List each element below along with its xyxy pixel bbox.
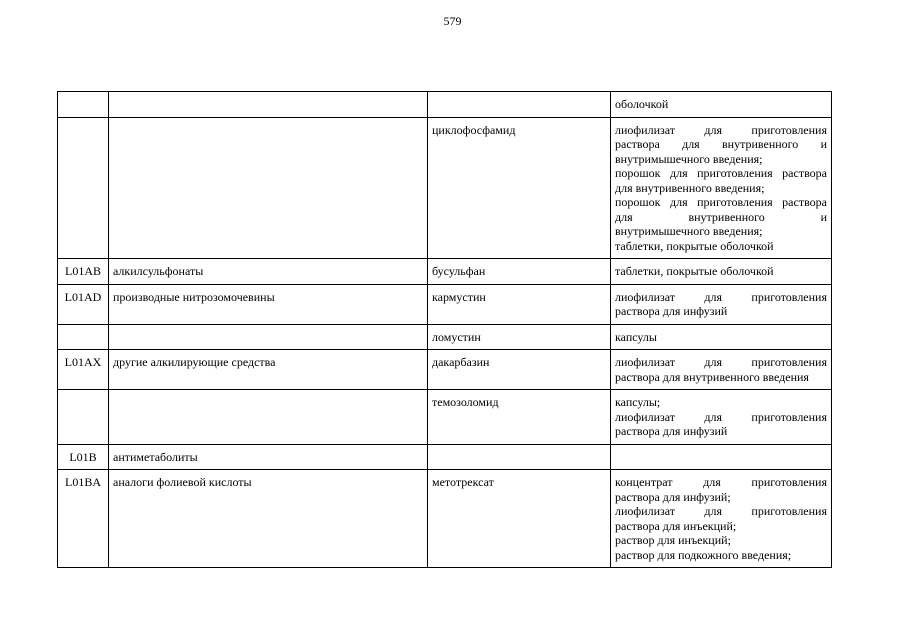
dosage-form-line: лиофилизат для приготовления bbox=[615, 289, 827, 304]
dosage-form-line: внутримышечного введения; bbox=[615, 224, 763, 238]
dosage-form-line: порошок для приготовления раствора bbox=[615, 166, 827, 180]
dosage-form-cell bbox=[611, 390, 832, 445]
drug-name-cell: метотрексат bbox=[428, 470, 611, 568]
drug-name-cell: бусульфан bbox=[428, 259, 611, 285]
dosage-form-cell bbox=[611, 324, 832, 350]
atc-code-cell: L01AD bbox=[58, 284, 109, 324]
dosage-form-line: оболочкой bbox=[615, 97, 669, 111]
dosage-form-cell bbox=[611, 259, 832, 285]
dosage-form-line: лиофилизат для приготовления bbox=[615, 409, 827, 424]
drug-name-cell: дакарбазин bbox=[428, 350, 611, 390]
table-body bbox=[58, 92, 832, 568]
dosage-form-line: раствора для внутривенного и bbox=[615, 137, 827, 151]
dosage-form-cell bbox=[611, 92, 832, 118]
drug-name-cell: темозоломид bbox=[428, 390, 611, 445]
dosage-form-line: лиофилизат для приготовления bbox=[615, 355, 827, 369]
dosage-form-line: раствора для инфузий bbox=[615, 304, 728, 318]
dosage-form-line: для внутривенного и bbox=[615, 209, 827, 224]
atc-code-cell bbox=[58, 390, 109, 445]
table-row bbox=[58, 92, 832, 118]
table-row bbox=[58, 444, 832, 470]
drug-name-cell bbox=[428, 92, 611, 118]
page-number: 579 bbox=[443, 14, 462, 28]
dosage-form-line: лиофилизат для приготовления bbox=[615, 122, 827, 137]
dosage-form-line: таблетки, покрытые оболочкой bbox=[615, 238, 774, 253]
drug-name-cell: кармустин bbox=[428, 284, 611, 324]
dosage-form-line: лиофилизат для приготовления bbox=[615, 504, 827, 518]
group-name-cell: другие алкилирующие средства bbox=[109, 350, 428, 390]
dosage-form-line: раствора для внутривенного введения bbox=[615, 369, 809, 384]
atc-code-cell: L01B bbox=[58, 444, 109, 470]
drug-table bbox=[57, 91, 832, 568]
table-row bbox=[58, 470, 832, 568]
group-name-cell: аналоги фолиевой кислоты bbox=[109, 470, 428, 568]
dosage-form-cell bbox=[611, 350, 832, 390]
table-row bbox=[58, 390, 832, 445]
group-name-cell: антиметаболиты bbox=[109, 444, 428, 470]
dosage-form-line: раствор для инъекций; bbox=[615, 533, 731, 547]
group-name-cell: производные нитрозомочевины bbox=[109, 284, 428, 324]
dosage-form-line: капсулы bbox=[615, 329, 657, 344]
drug-name-cell bbox=[428, 444, 611, 470]
group-name-cell bbox=[109, 390, 428, 445]
table-row bbox=[58, 117, 832, 259]
drug-name-cell: циклофосфамид bbox=[428, 117, 611, 259]
dosage-form-line: раствора для инъекций; bbox=[615, 518, 737, 533]
dosage-form-line: порошок для приготовления раствора bbox=[615, 195, 827, 209]
atc-code-cell bbox=[58, 117, 109, 259]
atc-code-cell bbox=[58, 92, 109, 118]
group-name-cell bbox=[109, 117, 428, 259]
dosage-form-cell bbox=[611, 470, 832, 568]
atc-code-cell: L01AX bbox=[58, 350, 109, 390]
group-name-cell: алкилсульфонаты bbox=[109, 259, 428, 285]
dosage-form-line: раствора для инфузий bbox=[615, 424, 728, 438]
dosage-form-line: раствора для инфузий; bbox=[615, 489, 731, 504]
group-name-cell bbox=[109, 324, 428, 350]
dosage-form-line: внутримышечного введения; bbox=[615, 151, 763, 166]
dosage-form-line: концентрат для приготовления bbox=[615, 475, 827, 489]
dosage-form-line: капсулы; bbox=[615, 395, 661, 409]
table-row bbox=[58, 324, 832, 350]
atc-code-cell: L01AB bbox=[58, 259, 109, 285]
dosage-form-cell bbox=[611, 117, 832, 259]
dosage-form-cell bbox=[611, 284, 832, 324]
dosage-form-cell bbox=[611, 444, 832, 470]
table-row bbox=[58, 259, 832, 285]
drug-name-cell: ломустин bbox=[428, 324, 611, 350]
dosage-form-line: для внутривенного введения; bbox=[615, 180, 765, 195]
table-row bbox=[58, 350, 832, 390]
dosage-form-line: раствор для подкожного введения; bbox=[615, 547, 792, 562]
atc-code-cell: L01BA bbox=[58, 470, 109, 568]
table-row bbox=[58, 284, 832, 324]
group-name-cell bbox=[109, 92, 428, 118]
dosage-form-line: таблетки, покрытые оболочкой bbox=[615, 264, 774, 278]
atc-code-cell bbox=[58, 324, 109, 350]
